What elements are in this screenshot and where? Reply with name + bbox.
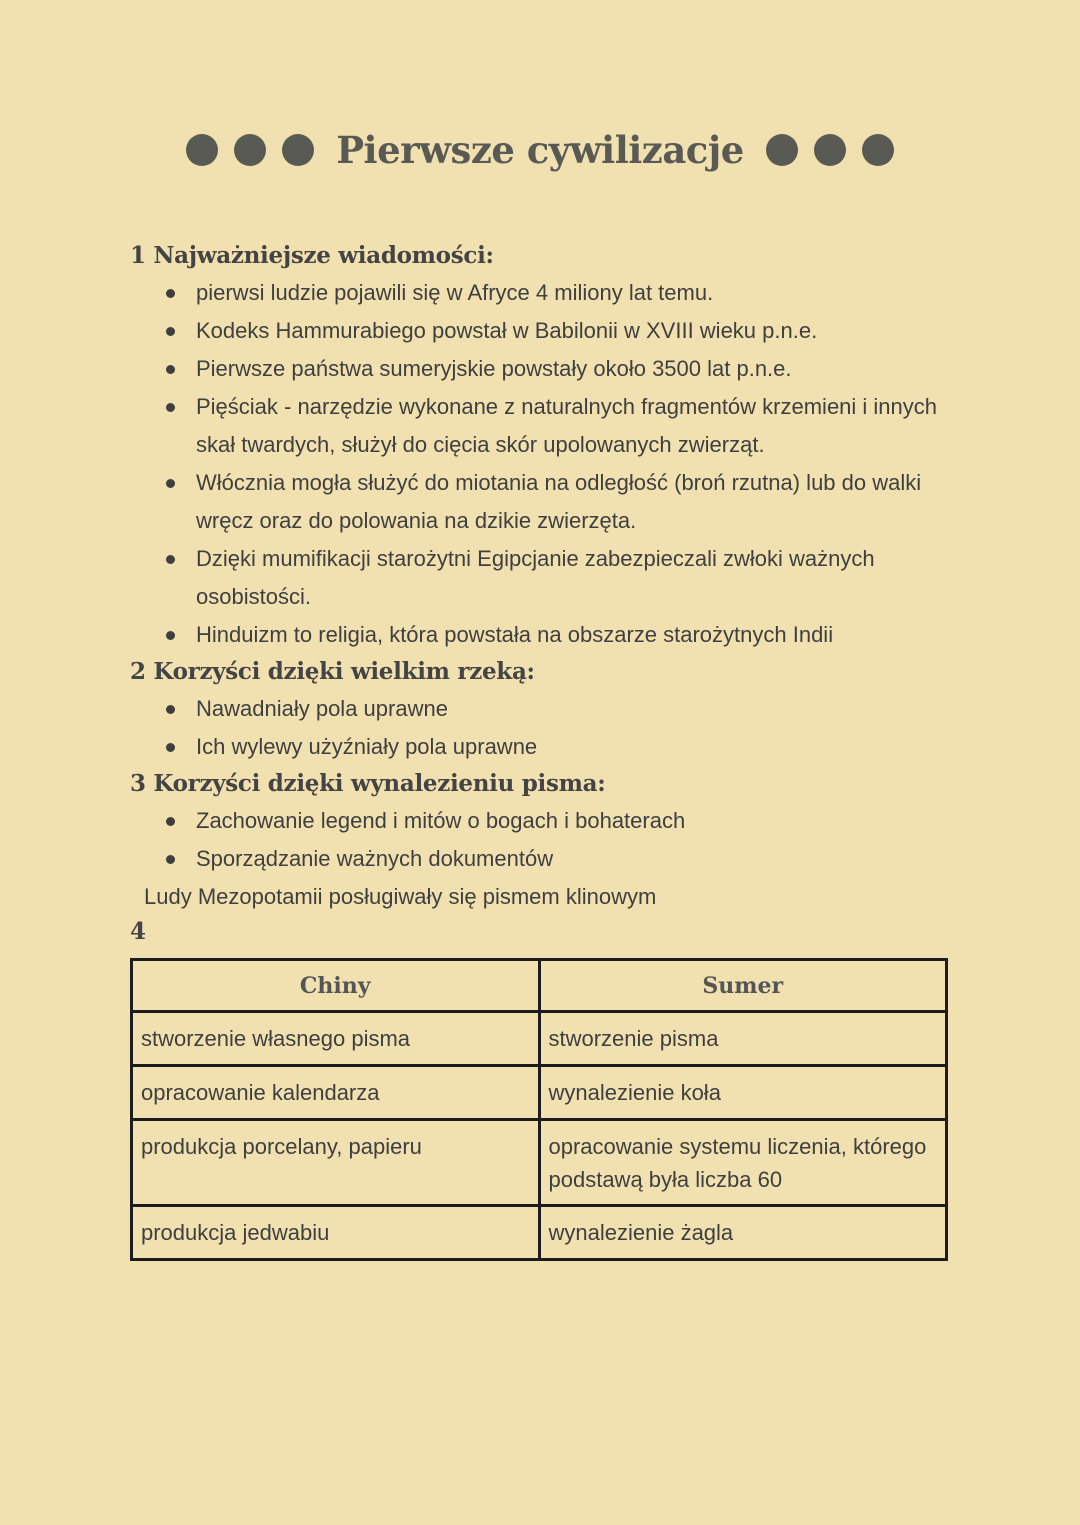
circle-icon <box>186 134 218 166</box>
list-item: Dzięki mumifikacji starożytni Egipcjanie zabezpieczali zwłoki ważnych osobistości. <box>130 540 960 616</box>
circle-icon <box>234 134 266 166</box>
table-cell: produkcja porcelany, papieru <box>132 1120 540 1206</box>
bullet-icon <box>166 365 175 374</box>
section-heading-1: 1 Najważniejsze wiadomości: <box>130 242 494 269</box>
section-heading-4: 4 <box>130 918 147 945</box>
list-item: Kodeks Hammurabiego powstał w Babilonii w XVIII wieku p.n.e. <box>130 312 960 350</box>
list-item: Ich wylewy użyźniały pola uprawne <box>130 728 960 766</box>
bullet-icon <box>166 855 175 864</box>
table-header-row <box>132 960 947 1012</box>
bullet-icon <box>166 403 175 412</box>
section-list-2 <box>130 690 960 766</box>
list-item: Włócznia mogła służyć do miotania na odległość (broń rzutna) lub do walki wręcz oraz do polowania na dzikie zwierzęta. <box>130 464 960 540</box>
table-cell: opracowanie systemu liczenia, którego podstawą była liczba 60 <box>539 1120 947 1206</box>
bullet-icon <box>166 705 175 714</box>
table-cell: opracowanie kalendarza <box>132 1066 540 1120</box>
table-header-chiny: Chiny <box>132 960 540 1012</box>
table-row <box>132 1066 947 1120</box>
bullet-icon <box>166 289 175 298</box>
circle-icon <box>282 134 314 166</box>
page-title-text: Pierwsze cywilizacje <box>336 128 744 172</box>
table-row <box>132 1206 947 1260</box>
table-row <box>132 1120 947 1206</box>
list-item: Nawadniały pola uprawne <box>130 690 960 728</box>
notes-content <box>130 238 960 948</box>
table-header-sumer: Sumer <box>539 960 947 1012</box>
circle-icon <box>766 134 798 166</box>
page-title <box>0 128 1080 172</box>
list-item: Pięściak - narzędzie wykonane z naturalnych fragmentów krzemieni i innych skał twardych, służył do cięcia skór upolowanych zwierząt. <box>130 388 960 464</box>
bullet-icon <box>166 479 175 488</box>
section-heading-2: 2 Korzyści dzięki wielkim rzeką: <box>130 658 535 685</box>
circle-icon <box>814 134 846 166</box>
bullet-icon <box>166 631 175 640</box>
section-list-1 <box>130 274 960 654</box>
list-item: Sporządzanie ważnych dokumentów <box>130 840 960 878</box>
list-item: pierwsi ludzie pojawili się w Afryce 4 miliony lat temu. <box>130 274 960 312</box>
list-item: Hinduizm to religia, która powstała na obszarze starożytnych Indii <box>130 616 960 654</box>
list-item: Pierwsze państwa sumeryjskie powstały około 3500 lat p.n.e. <box>130 350 960 388</box>
table-cell: wynalezienie żagla <box>539 1206 947 1260</box>
table-cell: stworzenie własnego pisma <box>132 1012 540 1066</box>
section-heading-3: 3 Korzyści dzięki wynalezieniu pisma: <box>130 770 606 797</box>
bullet-icon <box>166 817 175 826</box>
circle-icon <box>862 134 894 166</box>
list-item: Zachowanie legend i mitów o bogach i bohaterach <box>130 802 960 840</box>
section-list-3 <box>130 802 960 878</box>
table-cell: stworzenie pisma <box>539 1012 947 1066</box>
table-cell: wynalezienie koła <box>539 1066 947 1120</box>
table-cell: produkcja jedwabiu <box>132 1206 540 1260</box>
comparison-table <box>130 958 948 1261</box>
bullet-icon <box>166 327 175 336</box>
bullet-icon <box>166 555 175 564</box>
bullet-icon <box>166 743 175 752</box>
note-text: Ludy Mezopotamii posługiwały się pismem klinowym <box>144 884 657 909</box>
table-row <box>132 1012 947 1066</box>
